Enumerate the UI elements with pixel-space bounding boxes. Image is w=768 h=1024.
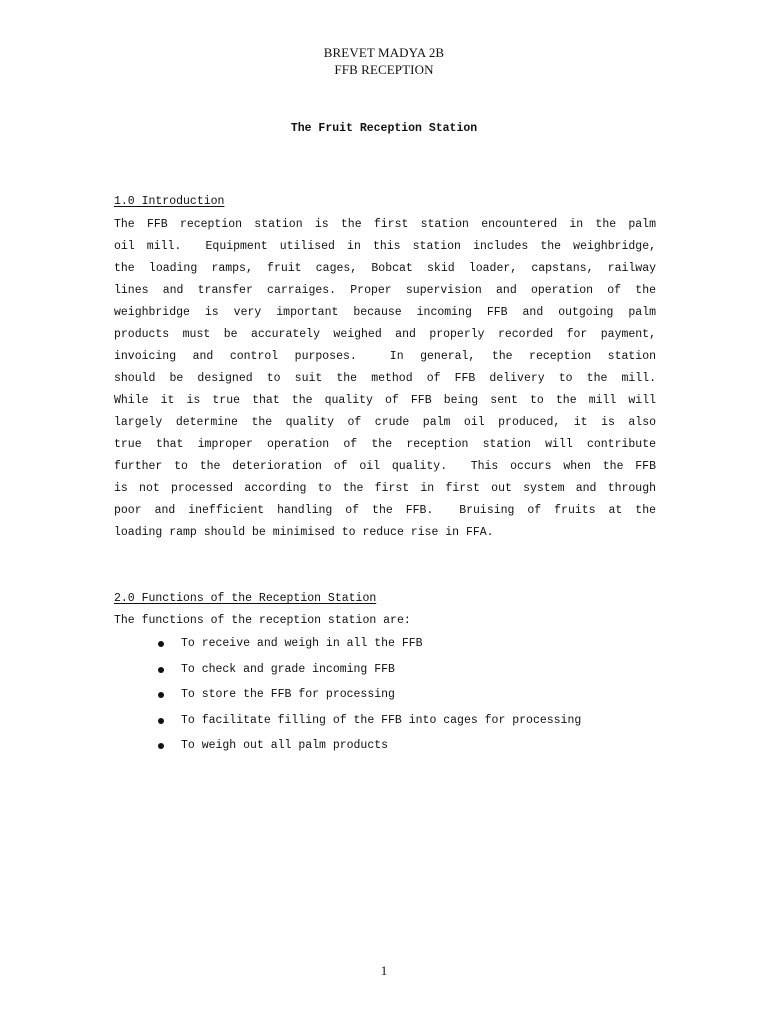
list-item-text: To facilitate filling of the FFB into cages for processing xyxy=(181,713,582,727)
paragraph-line: true that improper operation of the reception station will contribute xyxy=(114,438,656,451)
list-item-text: To receive and weigh in all the FFB xyxy=(181,637,423,650)
header-course: BREVET MADYA 2B xyxy=(323,45,445,60)
paragraph-line: loading ramp should be minimised to reduce rise in FFA. xyxy=(114,526,494,539)
paragraph-line: largely determine the quality of crude palm oil produced, it is also xyxy=(114,416,656,429)
paragraph-line: oil mill. Equipment utilised in this station includes the weighbridge, xyxy=(114,240,656,253)
header-subject: FFB RECEPTION xyxy=(334,62,434,77)
bullet-icon xyxy=(158,667,164,673)
list-item-text: To check and grade incoming FFB xyxy=(181,662,395,676)
section-heading-introduction: 1.0 Introduction xyxy=(114,195,225,208)
list-item xyxy=(156,636,581,662)
paragraph-line: While it is true that the quality of FFB being sent to the mill will xyxy=(114,394,656,407)
bullet-icon xyxy=(158,743,164,749)
section-heading-functions: 2.0 Functions of the Reception Station xyxy=(114,592,377,605)
bullet-icon xyxy=(158,718,164,724)
list-item xyxy=(156,713,581,739)
paragraph-line: should be designed to suit the method of FFB delivery to the mill. xyxy=(114,372,656,385)
paragraph-line: poor and inefficient handling of the FFB. Bruising of fruits at the xyxy=(114,504,656,517)
paragraph-line: further to the deterioration of oil quality. This occurs when the FFB xyxy=(114,460,656,473)
list-item-text: To store the FFB for processing xyxy=(181,688,395,701)
page-number: 1 xyxy=(380,963,388,978)
paragraph-line: invoicing and control purposes. In general, the reception station xyxy=(114,350,656,363)
paragraph-line: products must be accurately weighed and properly recorded for payment, xyxy=(114,328,656,341)
bullet-icon xyxy=(158,641,164,647)
paragraph-line: weighbridge is very important because incoming FFB and outgoing palm xyxy=(114,306,656,319)
functions-bullet-list xyxy=(156,636,581,764)
list-item xyxy=(156,687,581,713)
paragraph-line: lines and transfer carraiges. Proper supervision and operation of the xyxy=(114,284,656,297)
paragraph-line: The FFB reception station is the first station encountered in the palm xyxy=(114,218,656,231)
list-item xyxy=(156,662,581,688)
list-item-text: To weigh out all palm products xyxy=(181,739,389,752)
document-title: The Fruit Reception Station xyxy=(290,122,478,135)
paragraph-line: is not processed according to the first in first out system and through xyxy=(114,482,656,495)
introduction-paragraph xyxy=(114,214,656,544)
paragraph-line: the loading ramps, fruit cages, Bobcat skid loader, capstans, railway xyxy=(114,262,656,275)
bullet-icon xyxy=(158,692,164,698)
list-item xyxy=(156,738,581,764)
functions-intro: The functions of the reception station are: xyxy=(114,614,411,627)
